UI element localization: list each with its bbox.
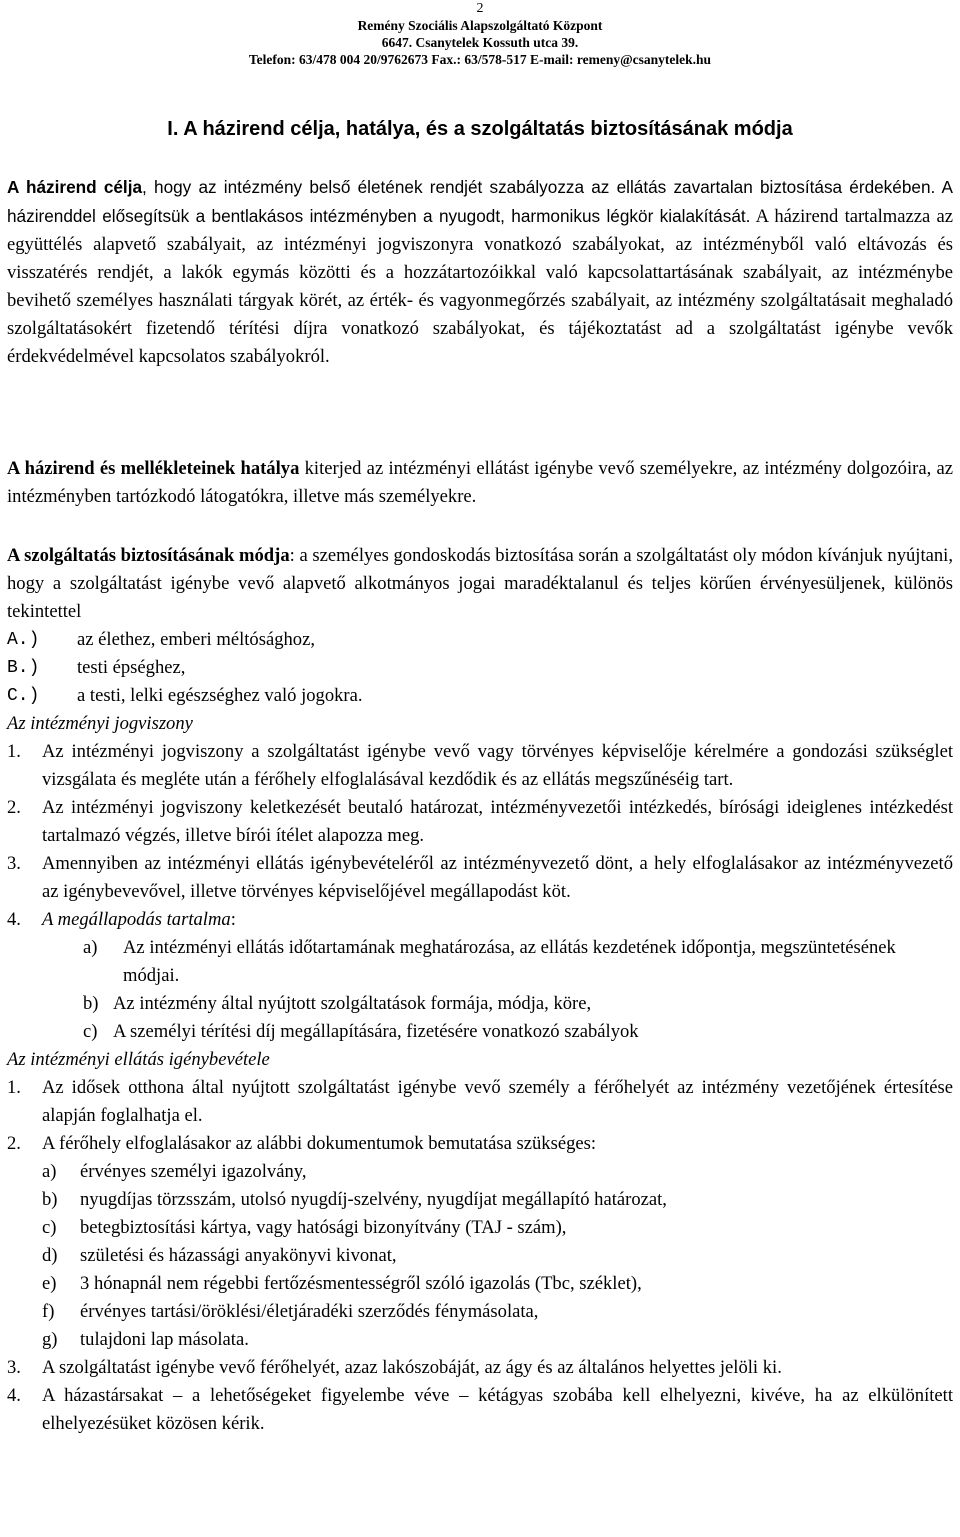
method-text: : a személyes gondoskodás biztosítása során a szolgáltatást oly módon kívánjuk nyújtani, hogy a szolgáltatást igénybe vevő alapvető alkotmányos jogai maradéktalanul és teljes körűen érvényesüljenek, különös tekintettel [7,545,953,622]
section-title: I. A házirend célja, hatálya, és a szolgáltatás biztosításának módja [167,118,793,140]
list-item [7,1074,953,1130]
document-item [7,1158,953,1186]
sub-list-label: b) [83,993,99,1014]
document-text: 3 hónapnál nem régebbi fertőzésmentességről szóló igazolás (Tbc, széklet), [80,1273,642,1294]
list-item-number: 3. [7,853,21,874]
list-item-number: 2. [7,1133,21,1154]
list-item-text: Az intézményi jogviszony a szolgáltatást igénybe vevő vagy törvényes képviselője kérelmére a gondozási szükséglet vizsgálata és megléte után a férőhely elfoglalásával kezdődik és az ellátás megszűnéséig tart. [42,741,953,790]
subsection-title-admission: Az intézményi ellátás igénybevétele [7,1049,270,1070]
list-item-number: 2. [7,797,21,818]
method-paragraph [7,542,953,626]
list-item [7,1354,953,1382]
right-item [7,654,953,682]
right-text: a testi, lelki egészséghez való jogokra. [77,685,363,706]
sub-list-label: a) [83,937,98,958]
sub-list-text: Az intézményi ellátás időtartamának meghatározása, az ellátás kezdetének időpontja, megszüntetésének módjai. [123,937,896,986]
subsection-title-legal-relationship: Az intézményi jogviszony [7,713,193,734]
document-label: g) [42,1329,58,1350]
document-label: a) [42,1161,57,1182]
list-item [7,906,953,934]
right-item [7,682,953,710]
document-label: b) [42,1189,58,1210]
document-text: érvényes tartási/öröklési/életjáradéki szerződés fénymásolata, [80,1301,539,1322]
right-item [7,626,953,654]
agreement-contents-title: A megállapodás tartalma [42,909,231,930]
document-text: érvényes személyi igazolvány, [80,1161,307,1182]
scope-paragraph [7,455,953,511]
document-label: f) [42,1301,55,1322]
document-text: születési és házassági anyakönyvi kivonat, [80,1245,397,1266]
list-item [7,1130,953,1158]
list-item-text: Az idősek otthona által nyújtott szolgáltatást igénybe vevő személy a férőhelyét az intézmény vezetőjének értesítése alapján foglalhatja el. [42,1077,953,1126]
scope-text: kiterjed az intézményi ellátást igénybe vevő személyekre, az intézmény dolgozóira, az intézményben tartózkodó látogatókra, illetve más személyekre. [7,458,953,507]
organization-name: Remény Szociális Alapszolgáltató Központ [357,18,603,33]
list-item-number: 4. [7,909,21,930]
document-text: nyugdíjas törzsszám, utolsó nyugdíj-szelvény, nyugdíjat megállapító határozat, [80,1189,667,1210]
list-item-text: Az intézményi jogviszony keletkezését beutaló határozat, intézményvezetői intézkedés, bírósági ideiglenes intézkedést tartalmazó végzés, illetve bírói ítélet alapozza meg. [42,797,953,846]
scope-heading: A házirend és mellékleteinek hatálya [7,458,300,479]
right-text: az élethez, emberi méltósághoz, [77,629,315,650]
list-item-number: 3. [7,1357,21,1378]
document-item [7,1242,953,1270]
document-item [7,1186,953,1214]
right-label: A.) [7,630,40,650]
document-item [7,1270,953,1298]
organization-contact: Telefon: 63/478 004 20/9762673 Fax.: 63/578-517 E-mail: remeny@csanytelek.hu [248,52,712,67]
purpose-text: A házirend tartalmazza az együttélés alapvető szabályait, az intézményi jogviszonyra vonatkozó szabályokat, az intézményből való eltávozás és visszatérés rendjét, a lakók egymás közötti és a hozzátartozóikkal való kapcsolattartásának szabályait, az intézménybe bevihető személyes használati tárgyak körét, az érték- és vagyonmegőrzés szabályait, az intézmény szolgáltatásait meghaladó szolgáltatásokért fizetendő térítési díjra vonatkozó szabályokat, és tájékoztatást ad a szolgáltatást igénybe vevők érdekvédelmével kapcsolatos szabályokról. [7,206,954,367]
agreement-contents-colon: : [230,909,236,930]
purpose-text-sans: , hogy az intézmény belső életének rendjét szabályozza az ellátás zavartalan biztosítása érdekében. A házirenddel elősegítsük a bentlakásos intézményben a nyugodt, harmonikus légkör kialakítását. [7,177,953,226]
list-item [7,1382,953,1438]
list-item-text: A szolgáltatást igénybe vevő férőhelyét, azaz lakószobáját, az ágy és az általános helyettes jelöli ki. [42,1357,782,1378]
method-heading: A szolgáltatás biztosításának módja [7,545,290,566]
list-item [7,794,953,850]
sub-list-text: Az intézmény által nyújtott szolgáltatások formája, módja, köre, [113,993,592,1014]
document-item [7,1326,953,1354]
right-label: B.) [7,658,40,678]
sub-list-item [7,934,953,990]
sub-list-text: A személyi térítési díj megállapítására, fizetésére vonatkozó szabályok [113,1021,639,1042]
method-block [7,542,953,1438]
sub-list-item [7,990,953,1018]
list-item-number: 1. [7,1077,21,1098]
document-label: e) [42,1273,57,1294]
organization-address: 6647. Csanytelek Kossuth utca 39. [381,35,579,50]
document-text: tulajdoni lap másolata. [80,1329,249,1350]
list-item-number: 1. [7,741,21,762]
list-item-text: Amennyiben az intézményi ellátás igénybevételéről az intézményvezető dönt, a hely elfoglalásakor az intézményvezető az igénybevevővel, illetve törvényes képviselőjével megállapodást köt. [42,853,953,902]
list-item [7,738,953,794]
page-header [0,0,960,68]
list-item-text: A férőhely elfoglalásakor az alábbi dokumentumok bemutatása szükséges: [42,1133,597,1154]
list-item-number: 4. [7,1385,21,1406]
list-item [7,850,953,906]
sub-list-label: c) [83,1021,98,1042]
purpose-paragraph [7,173,953,371]
purpose-heading: A házirend célja [7,177,143,197]
list-item-text: A házastársakat – a lehetőségeket figyelembe véve – kétágyas szobába kell elhelyezni, kivéve, ha az elkülönített elhelyezésüket közösen kérik. [42,1385,953,1434]
page-number: 2 [476,1,484,16]
sub-list-item [7,1018,953,1046]
document-label: d) [42,1245,58,1266]
document-text: betegbiztosítási kártya, vagy hatósági bizonyítvány (TAJ - szám), [80,1217,567,1238]
document-item [7,1298,953,1326]
document-item [7,1214,953,1242]
document-label: c) [42,1217,57,1238]
right-label: C.) [7,686,40,706]
right-text: testi épséghez, [77,657,186,678]
